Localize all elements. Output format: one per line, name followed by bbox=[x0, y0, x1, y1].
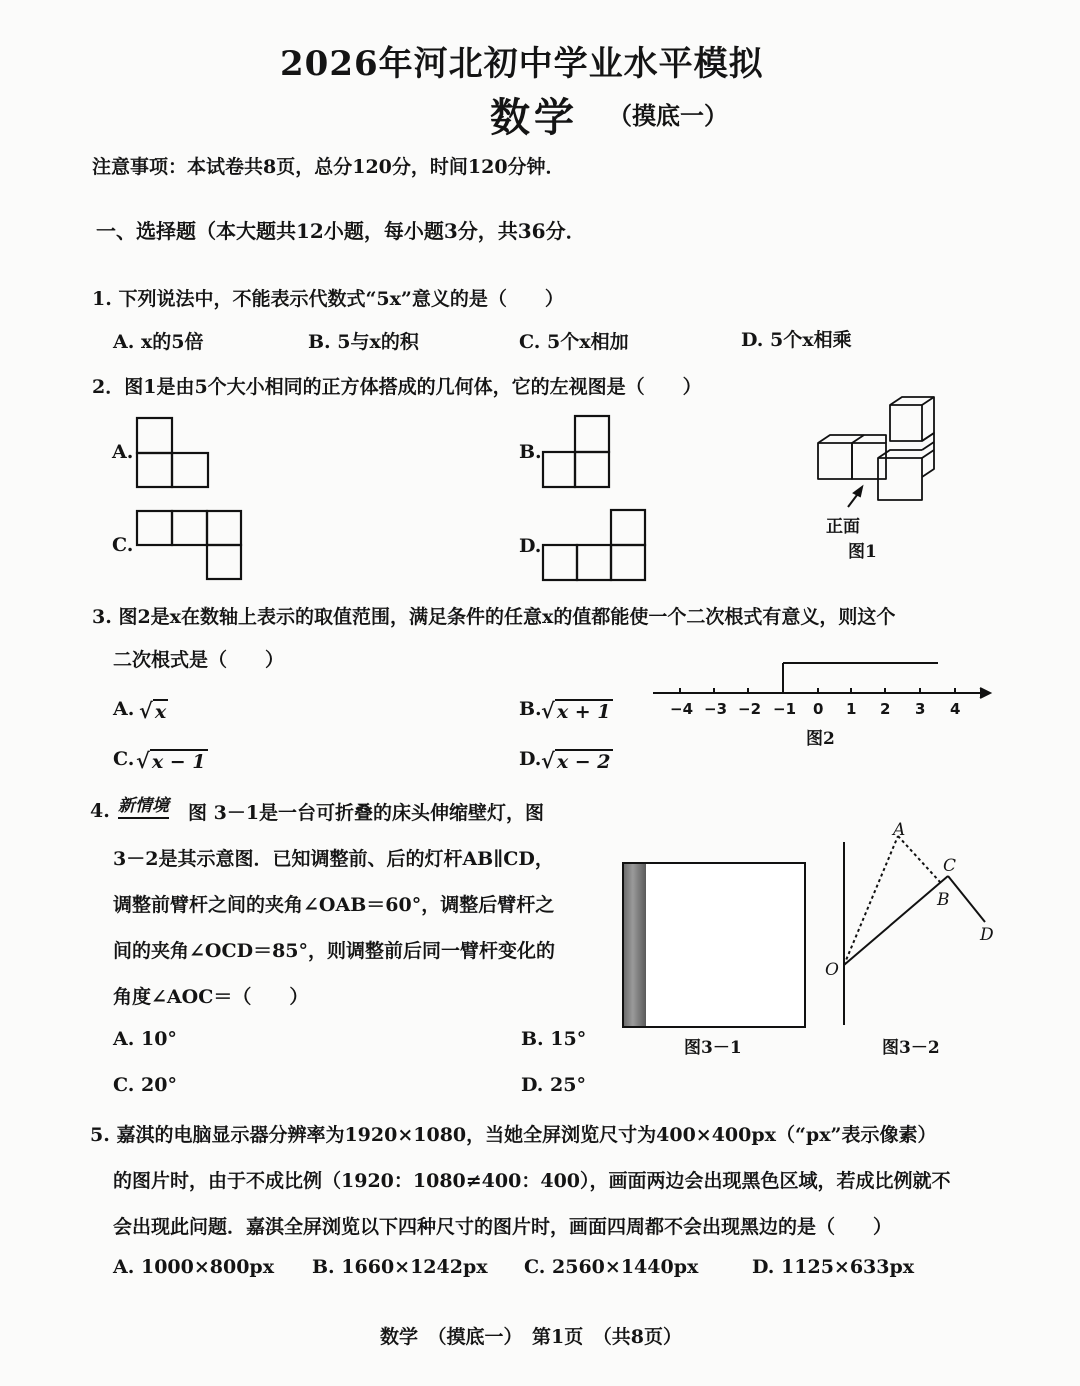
q4-line5: 角度∠AOC＝（ ） bbox=[113, 986, 309, 1008]
q1-option-a[interactable]: A. x的5倍 bbox=[113, 331, 204, 353]
q3-option-c[interactable]: √ x − 1 bbox=[136, 748, 206, 773]
figure-2-number-line bbox=[650, 655, 995, 700]
q3-stem-line2: 二次根式是（ ） bbox=[113, 649, 285, 671]
q3-option-b[interactable]: √ x + 1 bbox=[541, 698, 611, 723]
tick-0: 0 bbox=[813, 700, 824, 718]
q4-option-a[interactable]: A. 10° bbox=[113, 1028, 177, 1050]
tick-neg4: −4 bbox=[670, 700, 694, 718]
point-a-label: A bbox=[893, 820, 906, 840]
q3-label-a[interactable]: A. bbox=[113, 698, 135, 720]
q2-label-a[interactable]: A. bbox=[112, 441, 134, 463]
tick-2: 2 bbox=[880, 700, 891, 718]
q5-line2: 的图片时，由于不成比例（1920：1080≠400：400），画面两边会出现黑色区域，若成比例就不 bbox=[113, 1170, 951, 1192]
q1-option-d[interactable]: D. 5个x相乘 bbox=[741, 329, 852, 351]
q4-line4: 间的夹角∠OCD＝85°，则调整前后同一臂杆变化的 bbox=[113, 940, 556, 962]
front-label: 正面 bbox=[826, 517, 860, 537]
q2-option-b-view[interactable] bbox=[542, 415, 612, 489]
q2-stem: 2．图1是由5个大小相同的正方体搭成的几何体，它的左视图是（ ） bbox=[92, 376, 702, 398]
point-b-label: B bbox=[937, 890, 950, 910]
tick-neg1: −1 bbox=[773, 700, 797, 718]
point-o-label: O bbox=[825, 960, 839, 980]
q4-line2: 3－2是其示意图．已知调整前、后的灯杆AB∥CD， bbox=[113, 848, 554, 870]
tick-3: 3 bbox=[915, 700, 926, 718]
exam-subtitle: （摸底一） bbox=[608, 101, 728, 130]
q2-option-d-view[interactable] bbox=[542, 509, 648, 583]
exam-title: 2026年河北初中学业水平模拟 bbox=[280, 44, 764, 84]
q2-label-b[interactable]: B. bbox=[519, 441, 542, 463]
figure-3-1-photo bbox=[622, 862, 806, 1028]
figure-3-2-caption: 图3－2 bbox=[882, 1038, 940, 1058]
new-situation-tag: 新情境 bbox=[118, 795, 169, 819]
q5-option-c[interactable]: C. 2560×1440px bbox=[524, 1256, 699, 1278]
q5-line3: 会出现此问题．嘉淇全屏浏览以下四种尺寸的图片时，画面四周都不会出现黑边的是（ ） bbox=[113, 1216, 893, 1238]
page-footer: 数学 （摸底一） 第1页 （共8页） bbox=[380, 1326, 682, 1348]
figure-3-2-diagram bbox=[830, 820, 1000, 1030]
q4-option-c[interactable]: C. 20° bbox=[113, 1074, 177, 1096]
q2-label-d[interactable]: D. bbox=[519, 535, 542, 557]
tick-4: 4 bbox=[950, 700, 961, 718]
q2-option-c-view[interactable] bbox=[136, 510, 244, 582]
q3-stem-line1: 3. 图2是x在数轴上表示的取值范围，满足条件的任意x的值都能使一个二次根式有意义，则这个 bbox=[92, 606, 896, 628]
q4-option-d[interactable]: D. 25° bbox=[521, 1074, 586, 1096]
tick-neg2: −2 bbox=[738, 700, 762, 718]
q5-option-b[interactable]: B. 1660×1242px bbox=[312, 1256, 488, 1278]
point-d-label: D bbox=[980, 925, 994, 945]
figure-3-1-caption: 图3－1 bbox=[684, 1038, 742, 1058]
q3-label-d[interactable]: D. bbox=[519, 748, 542, 770]
q3-radicand-d: x − 2 bbox=[556, 751, 611, 773]
q2-option-a-view[interactable] bbox=[136, 417, 211, 489]
figure-2-caption: 图2 bbox=[806, 729, 835, 749]
figure-1-caption: 图1 bbox=[848, 542, 877, 562]
tick-1: 1 bbox=[846, 700, 857, 718]
q1-stem: 1. 下列说法中，不能表示代数式“5x”意义的是（ ） bbox=[92, 288, 564, 310]
q3-radicand-a: x bbox=[154, 701, 167, 723]
q3-label-b[interactable]: B. bbox=[519, 698, 542, 720]
q2-label-c[interactable]: C. bbox=[112, 534, 134, 556]
q5-option-a[interactable]: A. 1000×800px bbox=[113, 1256, 275, 1278]
q4-number: 4. bbox=[90, 800, 110, 822]
q1-option-b[interactable]: B. 5与x的积 bbox=[308, 331, 419, 353]
q4-line3: 调整前臂杆之间的夹角∠OAB＝60°，调整后臂杆之 bbox=[113, 894, 555, 916]
q3-label-c[interactable]: C. bbox=[113, 748, 135, 770]
notice-text: 注意事项：本试卷共8页，总分120分，时间120分钟． bbox=[92, 156, 565, 178]
point-c-label: C bbox=[943, 856, 957, 876]
q1-option-c[interactable]: C. 5个x相加 bbox=[519, 331, 629, 353]
q5-option-d[interactable]: D. 1125×633px bbox=[752, 1256, 915, 1278]
figure-1-cubes bbox=[812, 395, 942, 510]
section-heading: 一、选择题（本大题共12小题，每小题3分，共36分． bbox=[96, 219, 586, 243]
q3-option-a[interactable]: √ x bbox=[139, 698, 167, 723]
q3-radicand-c: x − 1 bbox=[151, 751, 206, 773]
q4-option-b[interactable]: B. 15° bbox=[521, 1028, 587, 1050]
q4-line1: 图 3－1是一台可折叠的床头伸缩壁灯，图 bbox=[188, 802, 545, 824]
subject-title: 数学 bbox=[490, 94, 578, 141]
tick-neg3: −3 bbox=[704, 700, 728, 718]
q5-line1: 5. 嘉淇的电脑显示器分辨率为1920×1080，当她全屏浏览尺寸为400×400px（“px”表示像素） bbox=[90, 1124, 937, 1146]
q3-radicand-b: x + 1 bbox=[556, 701, 611, 723]
q3-option-d[interactable]: √ x − 2 bbox=[541, 748, 611, 773]
